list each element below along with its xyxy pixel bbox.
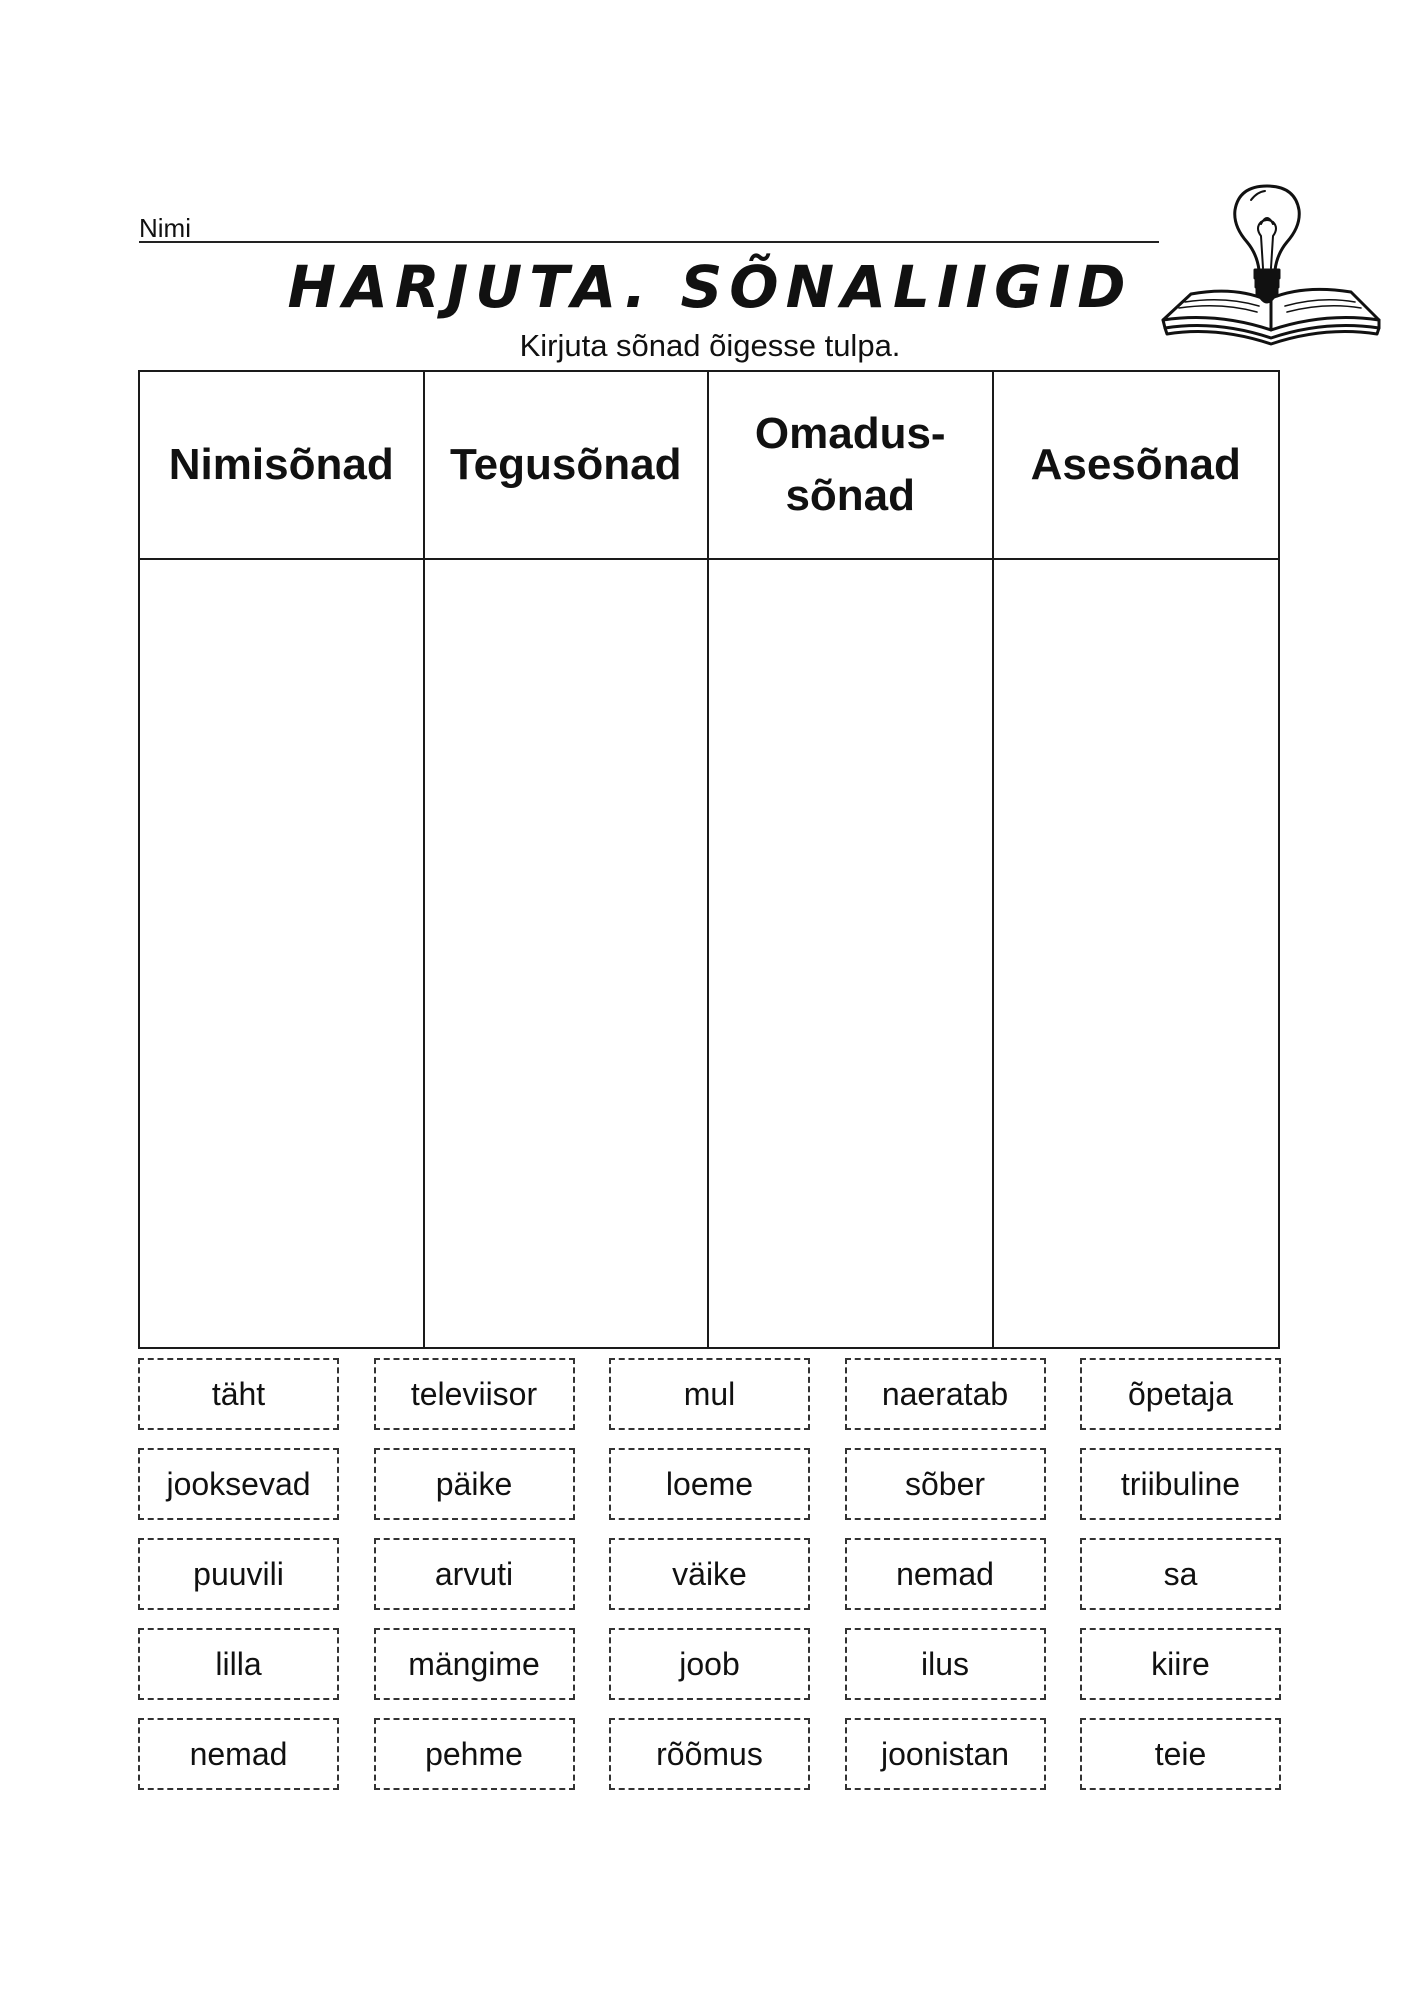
word-sort-table xyxy=(138,370,1280,1349)
word-card[interactable]: mul xyxy=(609,1358,810,1430)
word-card[interactable]: sa xyxy=(1080,1538,1281,1610)
word-card[interactable]: rõõmus xyxy=(609,1718,810,1790)
word-card[interactable]: nemad xyxy=(138,1718,339,1790)
word-card[interactable]: loeme xyxy=(609,1448,810,1520)
column-answer-area-pronouns[interactable] xyxy=(994,560,1279,1347)
lightbulb-on-open-book-icon xyxy=(1155,182,1385,367)
column-header-pronouns: Asesõnad xyxy=(994,372,1279,560)
word-card[interactable]: naeratab xyxy=(845,1358,1046,1430)
column-answer-area-verbs[interactable] xyxy=(425,560,710,1347)
column-header-adjectives: Omadus- sõnad xyxy=(709,372,994,560)
word-card[interactable]: pehme xyxy=(374,1718,575,1790)
word-card[interactable]: joonistan xyxy=(845,1718,1046,1790)
column-answer-area-nouns[interactable] xyxy=(140,560,425,1347)
word-card[interactable]: jooksevad xyxy=(138,1448,339,1520)
name-line[interactable] xyxy=(139,241,1159,243)
word-card[interactable]: mängime xyxy=(374,1628,575,1700)
word-card[interactable]: ilus xyxy=(845,1628,1046,1700)
column-header-nouns: Nimisõnad xyxy=(140,372,425,560)
word-card[interactable]: teie xyxy=(1080,1718,1281,1790)
word-card[interactable]: kiire xyxy=(1080,1628,1281,1700)
word-card[interactable]: väike xyxy=(609,1538,810,1610)
word-card[interactable]: triibuline xyxy=(1080,1448,1281,1520)
word-card[interactable]: joob xyxy=(609,1628,810,1700)
word-card[interactable]: täht xyxy=(138,1358,339,1430)
word-card[interactable]: nemad xyxy=(845,1538,1046,1610)
word-card[interactable]: õpetaja xyxy=(1080,1358,1281,1430)
worksheet-instruction: Kirjuta sõnad õigesse tulpa. xyxy=(519,328,901,363)
name-label: Nimi xyxy=(139,213,191,243)
word-card[interactable]: päike xyxy=(374,1448,575,1520)
word-card[interactable]: arvuti xyxy=(374,1538,575,1610)
column-answer-area-adjectives[interactable] xyxy=(709,560,994,1347)
word-card[interactable]: televiisor xyxy=(374,1358,575,1430)
word-bank xyxy=(138,1358,1281,1790)
worksheet-title: HARJUTA. SÕNALIIGID xyxy=(287,253,1133,321)
word-card[interactable]: lilla xyxy=(138,1628,339,1700)
column-header-verbs: Tegusõnad xyxy=(425,372,710,560)
word-card[interactable]: puuvili xyxy=(138,1538,339,1610)
word-card[interactable]: sõber xyxy=(845,1448,1046,1520)
